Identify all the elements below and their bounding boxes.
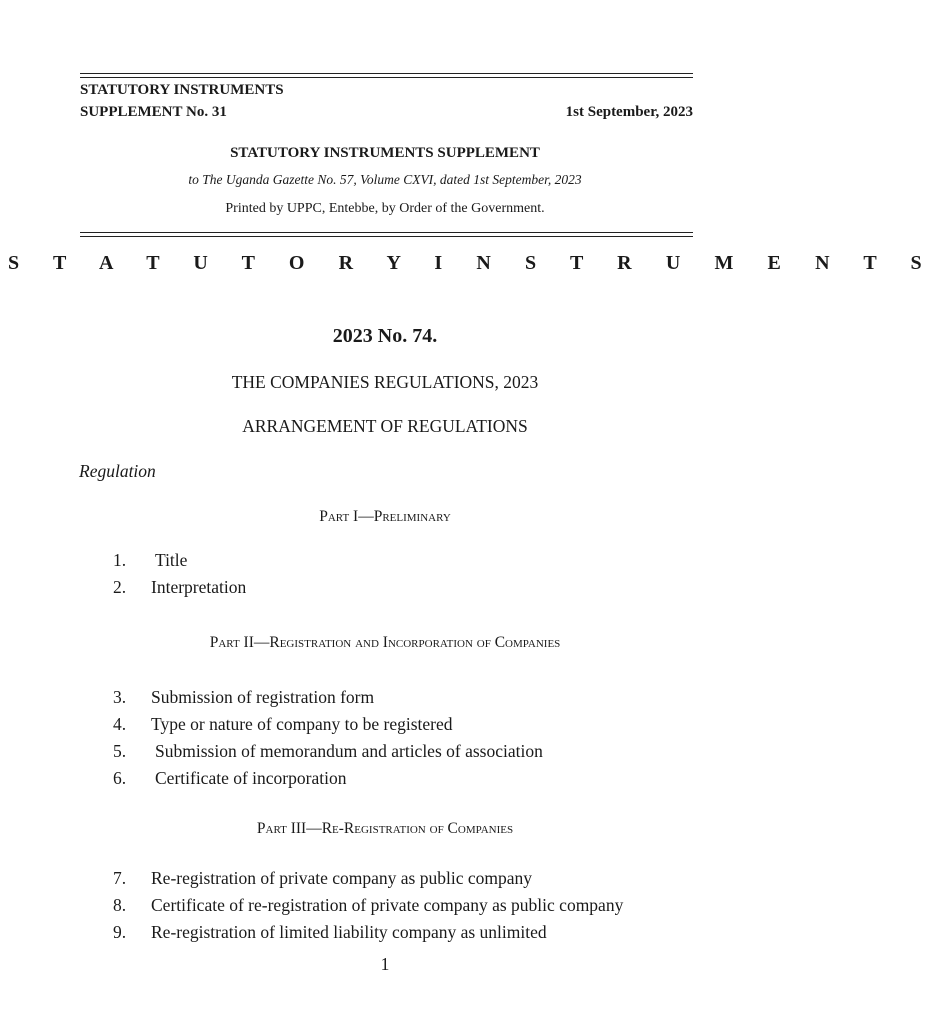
list-item — [0, 768, 770, 790]
list-item — [0, 741, 770, 763]
header-line-2: SUPPLEMENT No. 31 — [80, 104, 227, 120]
masthead-title: STATUTORY INSTRUMENTS SUPPLEMENT — [230, 145, 540, 161]
instrument-title: THE COMPANIES REGULATIONS, 2023 — [231, 372, 539, 392]
list-item — [0, 550, 770, 572]
header-line-1: STATUTORY INSTRUMENTS — [80, 82, 284, 98]
masthead-rule-second — [80, 236, 693, 237]
item-number: 9. — [113, 922, 127, 942]
page-number: 1 — [380, 954, 390, 974]
item-text: Re-registration of limited liability company as unlimited — [151, 922, 547, 942]
statutory-instruments-banner: S T A T U T O R Y I N S T R U M E N T S — [8, 252, 936, 274]
part-heading: Part II—Registration and Incorporation of Companies — [209, 634, 561, 651]
item-number: 3. — [113, 687, 127, 707]
item-text: Interpretation — [151, 577, 247, 597]
list-item — [0, 922, 770, 944]
item-text: Title — [155, 550, 188, 570]
item-number: 5. — [113, 741, 127, 761]
top-rule-second — [80, 77, 693, 78]
part-heading: Part I—Preliminary — [319, 508, 451, 525]
list-item — [0, 577, 770, 599]
item-number: 8. — [113, 895, 127, 915]
item-number: 2. — [113, 577, 127, 597]
instrument-number: 2023 No. 74. — [332, 325, 438, 347]
list-item — [0, 714, 770, 736]
item-text: Submission of registration form — [151, 687, 375, 707]
part-heading: Part III—Re-Registration of Companies — [256, 820, 514, 837]
item-number: 6. — [113, 768, 127, 788]
list-item — [0, 687, 770, 709]
item-text: Submission of memorandum and articles of association — [155, 741, 543, 761]
gazette-line: to The Uganda Gazette No. 57, Volume CXVI, dated 1st September, 2023 — [188, 172, 582, 187]
item-text: Type or nature of company to be registered — [151, 714, 453, 734]
printed-by-line: Printed by UPPC, Entebbe, by Order of the Government. — [225, 201, 545, 216]
list-item — [0, 868, 770, 890]
item-text: Certificate of re-registration of private company as public company — [151, 895, 624, 915]
item-text: Certificate of incorporation — [155, 768, 347, 788]
list-item — [0, 895, 770, 917]
item-number: 4. — [113, 714, 127, 734]
top-rule — [80, 73, 693, 74]
item-number: 7. — [113, 868, 127, 888]
masthead-rule — [80, 232, 693, 233]
header-date: 1st September, 2023 — [565, 104, 693, 120]
arrangement-heading: ARRANGEMENT OF REGULATIONS — [242, 416, 528, 436]
regulation-column-label: Regulation — [79, 461, 156, 481]
item-number: 1. — [113, 550, 127, 570]
item-text: Re-registration of private company as public company — [151, 868, 532, 888]
